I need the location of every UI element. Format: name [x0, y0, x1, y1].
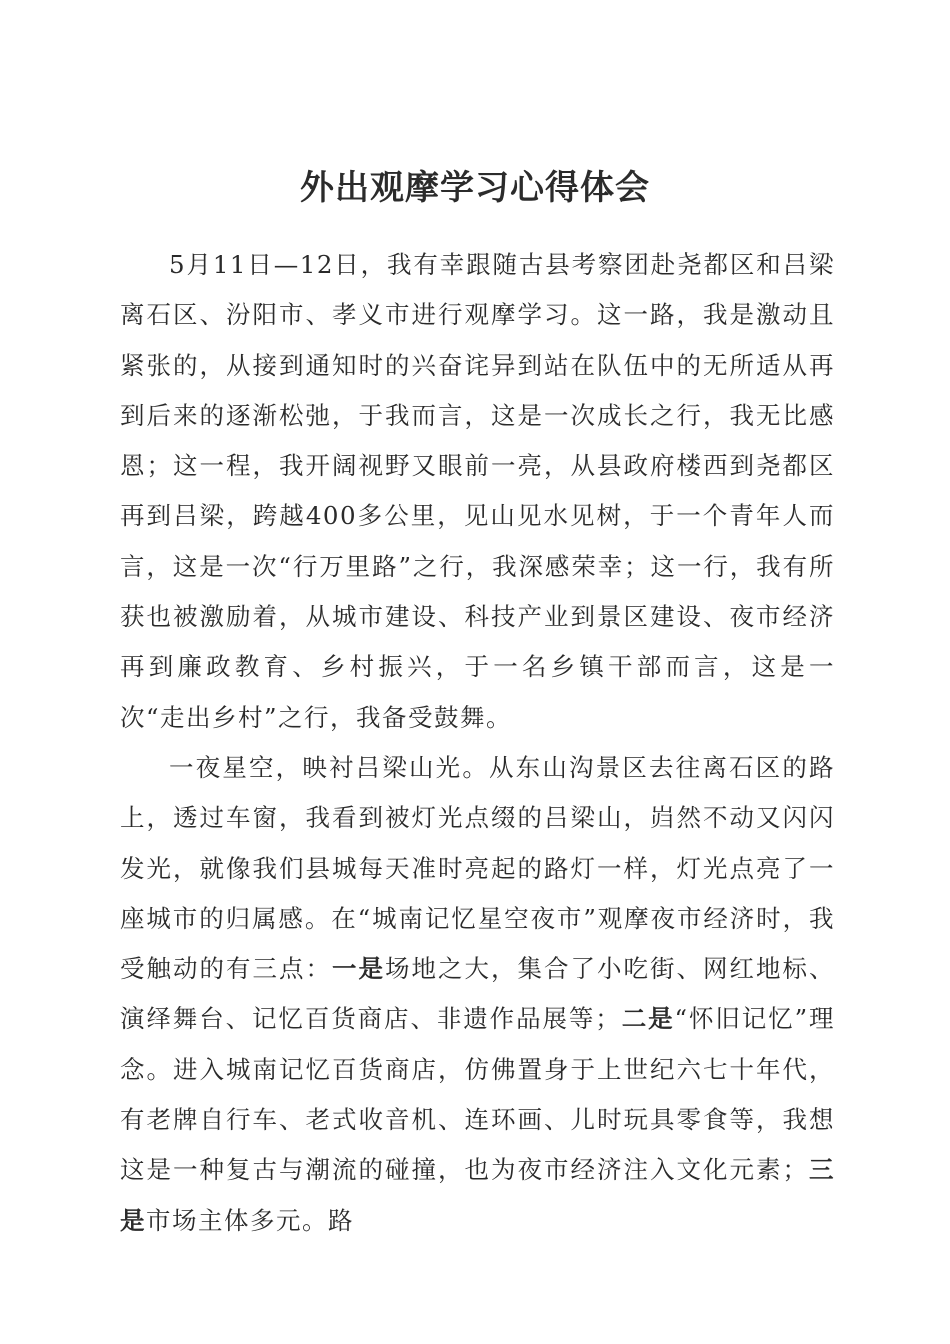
paragraph-1: 5月11日—12日，我有幸跟随古县考察团赴尧都区和吕梁离石区、汾阳市、孝义市进行观摩学习。这一路，我是激动且紧张的，从接到通知时的兴奋诧异到站在队伍中的无所适从再到后来的逐渐松弛，于我而言，这是一次成长之行，我无比感恩；这一程，我开阔视野又眼前一亮，从县政府楼西到尧都区再到吕梁，跨越400多公里，见山见水见树，于一个青年人而言，这是一次“行万里路”之行，我深感荣幸；这一行，我有所获也被激励着，从城市建设、科技产业到景区建设、夜市经济再到廉政教育、乡村振兴，于一名乡镇干部而言，这是一次“走出乡村”之行，我备受鼓舞。	[120, 250, 835, 732]
point-1-text: 场地之大，集合了小吃街、网红地标、演绎舞台、记忆百货商店、非遗作品展等；	[120, 954, 835, 1034]
paragraph-2-intro: 一夜星空，映衬吕梁山光。从东山沟景区去往离石区的路上，透过车窗，我看到被灯光点缀的吕梁山，岿然不动又闪闪发光，就像我们县城每天准时亮起的路灯一样，灯光点亮了一座城市的归属感。在“城南记忆星空夜市”观摩夜市经济时，我受触动的有三点：	[120, 752, 835, 984]
point-2-text: “怀旧记忆”理念。进入城南记忆百货商店，仿佛置身于上世纪六七十年代，有老牌自行车、老式收音机、连环画、儿时玩具零食等，我想这是一种复古与潮流的碰撞，也为夜市经济注入文化元素；	[120, 1004, 835, 1185]
point-1-label: 一是	[332, 954, 385, 984]
point-2-label: 二是	[621, 1004, 675, 1034]
paragraph-2	[120, 743, 835, 1246]
document-title: 外出观摩学习心得体会	[300, 168, 650, 208]
point-3-text: 市场主体多元。路	[146, 1205, 354, 1235]
point-3-label: 三是	[120, 1155, 835, 1235]
document-body	[120, 240, 835, 1246]
